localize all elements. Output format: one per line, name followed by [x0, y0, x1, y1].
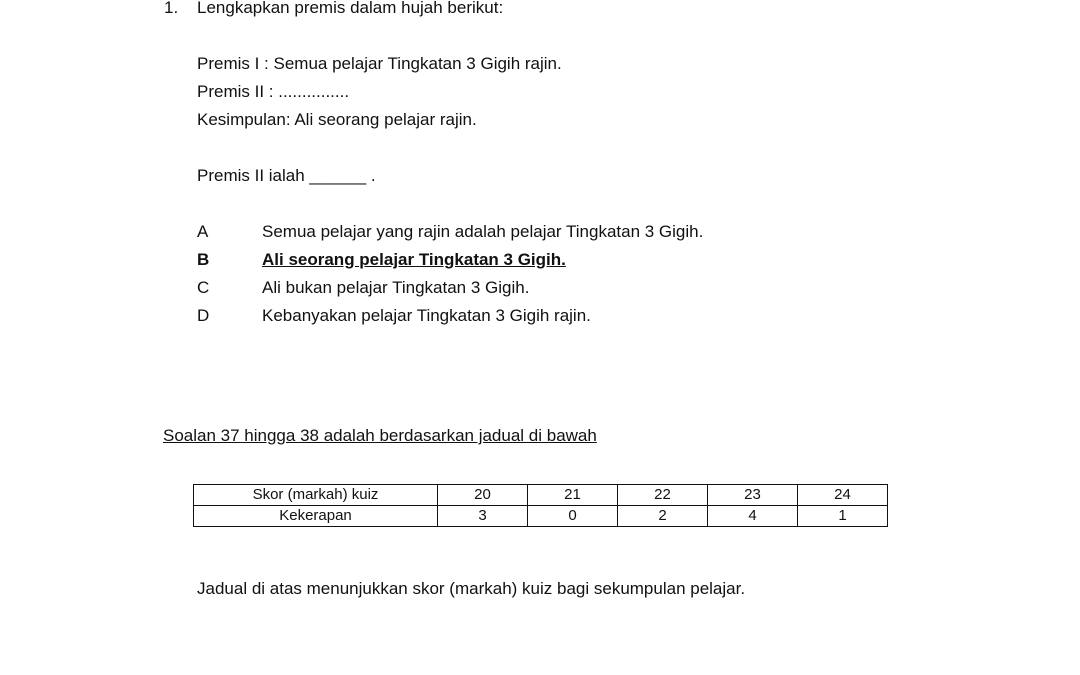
question-text: Lengkapkan premis dalam hujah berikut: — [197, 0, 504, 17]
section-heading: Soalan 37 hingga 38 adalah berdasarkan jadual di bawah — [163, 426, 597, 445]
row-header-score: Skor (markah) kuiz — [194, 485, 438, 506]
question-prompt: Premis II ialah ______ . — [197, 166, 376, 185]
table-cell-score: 24 — [798, 485, 888, 506]
table-cell-score: 20 — [438, 485, 528, 506]
option-c-letter: C — [197, 278, 210, 297]
option-b-text: Ali seorang pelajar Tingkatan 3 Gigih. — [262, 250, 566, 269]
table-cell-score: 21 — [528, 485, 618, 506]
table-description: Jadual di atas menunjukkan skor (markah) kuiz bagi sekumpulan pelajar. — [197, 579, 746, 598]
table-cell-frequency: 0 — [528, 506, 618, 527]
table-row — [194, 506, 888, 527]
option-b-letter: B — [197, 250, 210, 269]
option-d-text: Kebanyakan pelajar Tingkatan 3 Gigih rajin. — [262, 306, 591, 325]
kesimpulan: Kesimpulan: Ali seorang pelajar rajin. — [197, 110, 477, 129]
table-cell-frequency: 4 — [708, 506, 798, 527]
option-a-text: Semua pelajar yang rajin adalah pelajar Tingkatan 3 Gigih. — [262, 222, 704, 241]
score-frequency-table — [193, 484, 888, 527]
table-cell-frequency: 1 — [798, 506, 888, 527]
question-number: 1. — [164, 0, 179, 17]
option-a-letter: A — [197, 222, 209, 241]
premis-2: Premis II : ............... — [197, 82, 350, 101]
table-cell-score: 23 — [708, 485, 798, 506]
option-c-text: Ali bukan pelajar Tingkatan 3 Gigih. — [262, 278, 530, 297]
premis-1: Premis I : Semua pelajar Tingkatan 3 Gigih rajin. — [197, 54, 562, 73]
table-cell-frequency: 3 — [438, 506, 528, 527]
table-row — [194, 485, 888, 506]
table-cell-frequency: 2 — [618, 506, 708, 527]
row-header-frequency: Kekerapan — [194, 506, 438, 527]
option-d-letter: D — [197, 306, 210, 325]
table-cell-score: 22 — [618, 485, 708, 506]
